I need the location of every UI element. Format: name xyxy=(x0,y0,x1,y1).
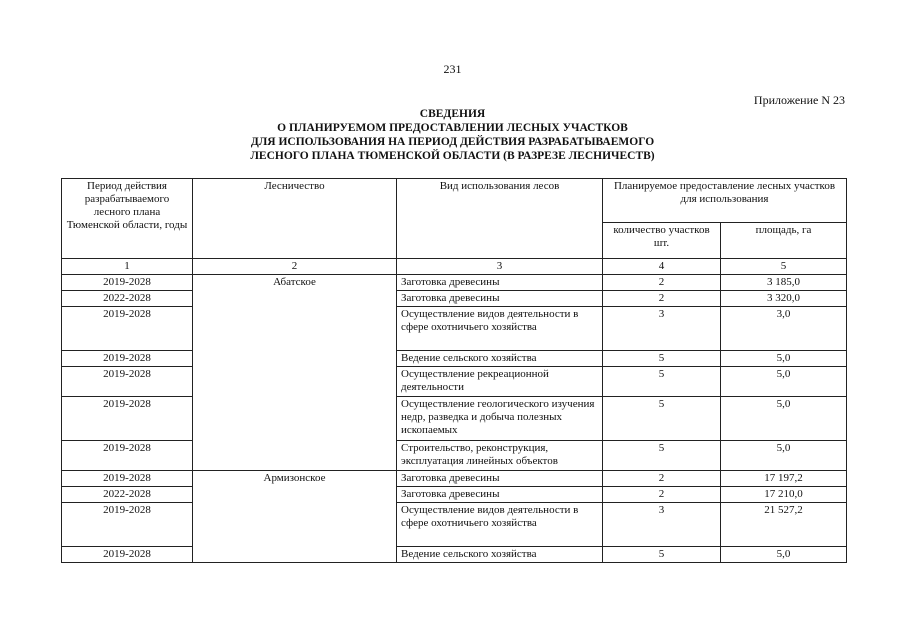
cell-count: 5 xyxy=(603,351,721,367)
cell-usage: Заготовка древесины xyxy=(397,291,603,307)
table-row xyxy=(62,487,847,503)
cell-forestry: Армизонское xyxy=(193,471,397,563)
cell-count: 3 xyxy=(603,503,721,547)
cell-count: 2 xyxy=(603,275,721,291)
title-line: О ПЛАНИРУЕМОМ ПРЕДОСТАВЛЕНИИ ЛЕСНЫХ УЧАСТКОВ xyxy=(277,122,628,134)
table-row xyxy=(62,547,847,563)
cell-period: 2019-2028 xyxy=(62,351,193,367)
cell-count: 3 xyxy=(603,307,721,351)
cell-usage: Осуществление видов деятельности в сфере охотничьего хозяйства xyxy=(397,307,603,351)
cell-usage: Ведение сельского хозяйства xyxy=(397,547,603,563)
cell-period: 2019-2028 xyxy=(62,503,193,547)
column-number: 4 xyxy=(603,259,721,275)
table-row xyxy=(62,291,847,307)
column-number: 1 xyxy=(62,259,193,275)
header-usage: Вид использования лесов xyxy=(397,179,603,259)
page-number: 231 xyxy=(443,62,462,76)
cell-count: 5 xyxy=(603,547,721,563)
cell-usage: Строительство, реконструкция, эксплуатация линейных объектов xyxy=(397,441,603,471)
cell-period: 2022-2028 xyxy=(62,487,193,503)
header-area: площадь, га xyxy=(721,223,847,259)
cell-usage: Осуществление рекреационной деятельности xyxy=(397,367,603,397)
header-count: количество участков шт. xyxy=(603,223,721,259)
cell-count: 2 xyxy=(603,487,721,503)
cell-count: 5 xyxy=(603,441,721,471)
table-row xyxy=(62,441,847,471)
cell-area: 17 197,2 xyxy=(721,471,847,487)
cell-area: 3 185,0 xyxy=(721,275,847,291)
cell-count: 5 xyxy=(603,397,721,441)
header-period: Период действия разрабатываемого лесного плана Тюменской области, годы xyxy=(62,179,193,259)
title-line: ЛЕСНОГО ПЛАНА ТЮМЕНСКОЙ ОБЛАСТИ (В РАЗРЕЗЕ ЛЕСНИЧЕСТВ) xyxy=(250,150,655,162)
title-line: ДЛЯ ИСПОЛЬЗОВАНИЯ НА ПЕРИОД ДЕЙСТВИЯ РАЗРАБАТЫВАЕМОГО xyxy=(250,136,655,148)
cell-count: 2 xyxy=(603,291,721,307)
forest-plots-table xyxy=(61,178,847,563)
table-row xyxy=(62,503,847,547)
table-row xyxy=(62,307,847,351)
cell-area: 5,0 xyxy=(721,397,847,441)
cell-area: 5,0 xyxy=(721,547,847,563)
cell-count: 2 xyxy=(603,471,721,487)
column-number: 2 xyxy=(193,259,397,275)
cell-period: 2022-2028 xyxy=(62,291,193,307)
cell-area: 5,0 xyxy=(721,351,847,367)
cell-usage: Заготовка древесины xyxy=(397,275,603,291)
appendix-label: Приложение N 23 xyxy=(753,93,845,107)
header-planned: Планируемое предоставление лесных участков для использования xyxy=(603,179,847,223)
cell-forestry: Абатское xyxy=(193,275,397,471)
cell-area: 5,0 xyxy=(721,441,847,471)
title-line: СВЕДЕНИЯ xyxy=(419,108,486,120)
cell-period: 2019-2028 xyxy=(62,547,193,563)
cell-usage: Заготовка древесины xyxy=(397,487,603,503)
table-row xyxy=(62,397,847,441)
cell-period: 2019-2028 xyxy=(62,397,193,441)
table-row xyxy=(62,471,847,487)
cell-area: 21 527,2 xyxy=(721,503,847,547)
cell-period: 2019-2028 xyxy=(62,275,193,291)
column-number: 5 xyxy=(721,259,847,275)
cell-count: 5 xyxy=(603,367,721,397)
table-row xyxy=(62,367,847,397)
cell-period: 2019-2028 xyxy=(62,441,193,471)
cell-usage: Ведение сельского хозяйства xyxy=(397,351,603,367)
cell-period: 2019-2028 xyxy=(62,471,193,487)
cell-period: 2019-2028 xyxy=(62,307,193,351)
header-forestry: Лесничество xyxy=(193,179,397,259)
cell-usage: Заготовка древесины xyxy=(397,471,603,487)
cell-area: 5,0 xyxy=(721,367,847,397)
cell-area: 3 320,0 xyxy=(721,291,847,307)
cell-area: 17 210,0 xyxy=(721,487,847,503)
cell-area: 3,0 xyxy=(721,307,847,351)
document-title xyxy=(0,107,905,163)
cell-period: 2019-2028 xyxy=(62,367,193,397)
table-row xyxy=(62,275,847,291)
column-number: 3 xyxy=(397,259,603,275)
cell-usage: Осуществление геологического изучения недр, разведка и добыча полезных ископаемых xyxy=(397,397,603,441)
cell-usage: Осуществление видов деятельности в сфере охотничьего хозяйства xyxy=(397,503,603,547)
table-row xyxy=(62,351,847,367)
